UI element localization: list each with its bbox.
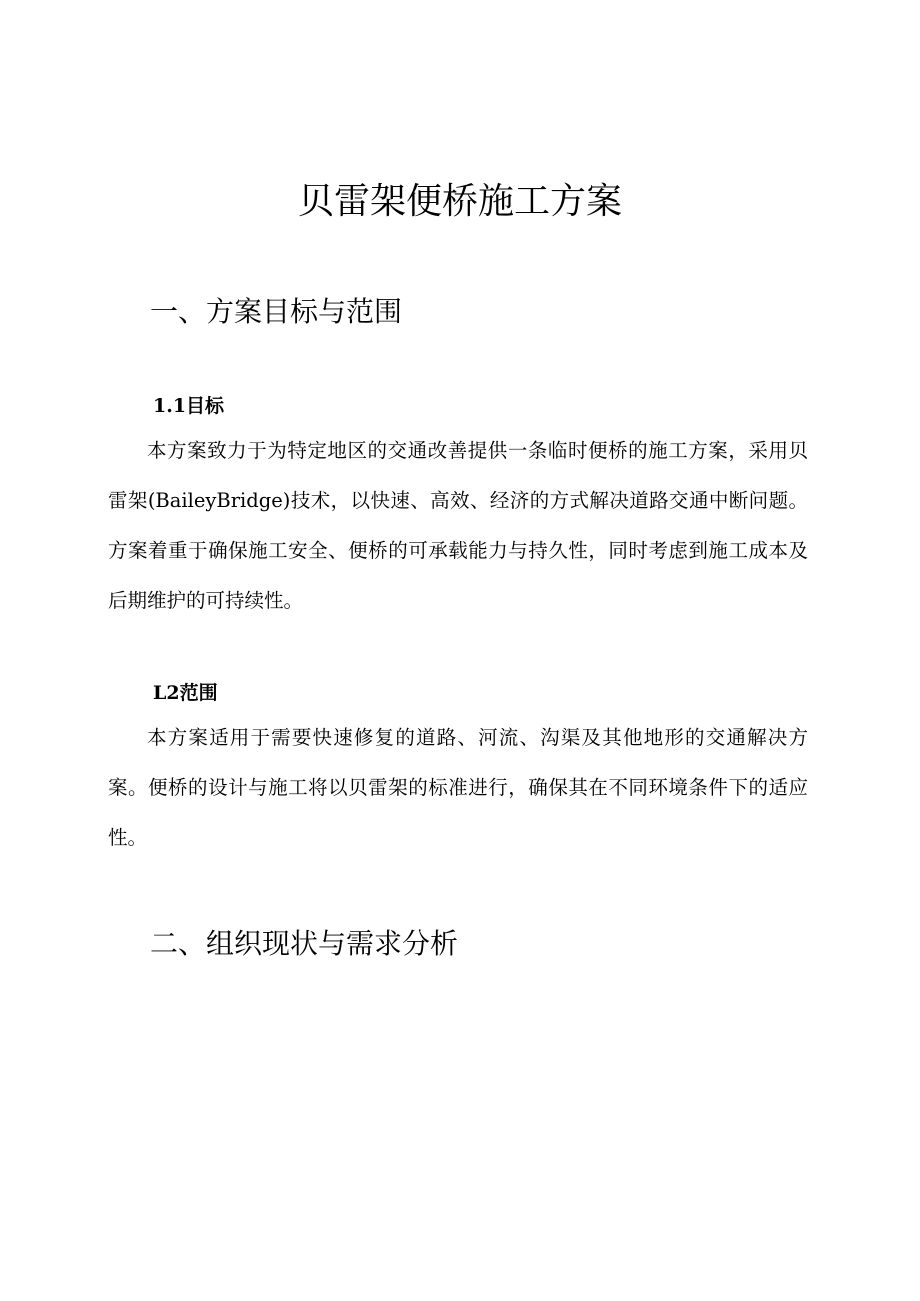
paragraph-goal: 本方案致力于为特定地区的交通改善提供一条临时便桥的施工方案，采用贝雷架(BaileyBridge)技术，以快速、高效、经济的方式解决道路交通中断问题。方案着重于确保施工安全、便桥的可承载能力与持久性，同时考虑到施工成本及后期维护的可持续性。 (108, 439, 808, 612)
paragraph-scope: 本方案适用于需要快速修复的道路、河流、沟渠及其他地形的交通解决方案。便桥的设计与施工将以贝雷架的标准进行，确保其在不同环境条件下的适应性。 (108, 726, 808, 849)
document-title: 贝雷架便桥施工方案 (297, 181, 622, 222)
section-heading-2: 二、组织现状与需求分析 (150, 927, 459, 960)
section-heading-1: 一、方案目标与范围 (150, 295, 403, 328)
subsection-heading-1-1: 1.1目标 (153, 395, 225, 417)
subsection-heading-1-2: L2范围 (153, 682, 218, 704)
